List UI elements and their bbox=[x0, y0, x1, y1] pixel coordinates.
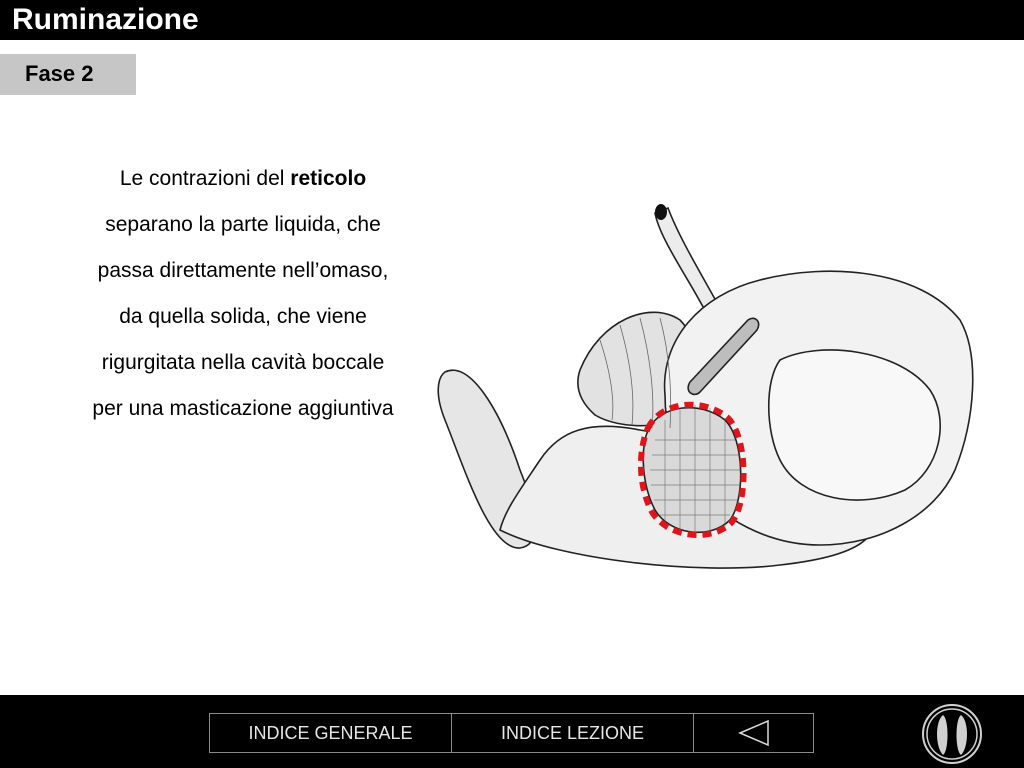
text-line-2: separano la parte liquida, che bbox=[105, 213, 381, 236]
text-line-6: per una masticazione aggiuntiva bbox=[92, 397, 394, 420]
text-line-4: da quella solida, che viene bbox=[119, 305, 367, 328]
title-bar bbox=[0, 0, 1024, 40]
navigation-bar bbox=[209, 713, 814, 753]
text-line-3: passa direttamente nell’omaso, bbox=[97, 259, 389, 282]
back-button[interactable] bbox=[694, 714, 813, 752]
phase-tab bbox=[0, 54, 136, 95]
lesson-index-button[interactable]: INDICE LEZIONE bbox=[452, 714, 694, 752]
hoof-logo-icon[interactable] bbox=[921, 703, 983, 765]
stomach-illustration bbox=[430, 190, 990, 590]
reticolo-term: reticolo bbox=[290, 167, 367, 190]
triangle-left-icon bbox=[736, 717, 772, 749]
page-title: Ruminazione bbox=[12, 3, 199, 36]
text-line-1: Le contrazioni del reticolo bbox=[119, 167, 367, 190]
text-line-5: rigurgitata nella cavità boccale bbox=[101, 351, 385, 374]
description-text bbox=[55, 156, 431, 432]
phase-label: Fase 2 bbox=[25, 61, 94, 86]
general-index-button[interactable]: INDICE GENERALE bbox=[210, 714, 452, 752]
